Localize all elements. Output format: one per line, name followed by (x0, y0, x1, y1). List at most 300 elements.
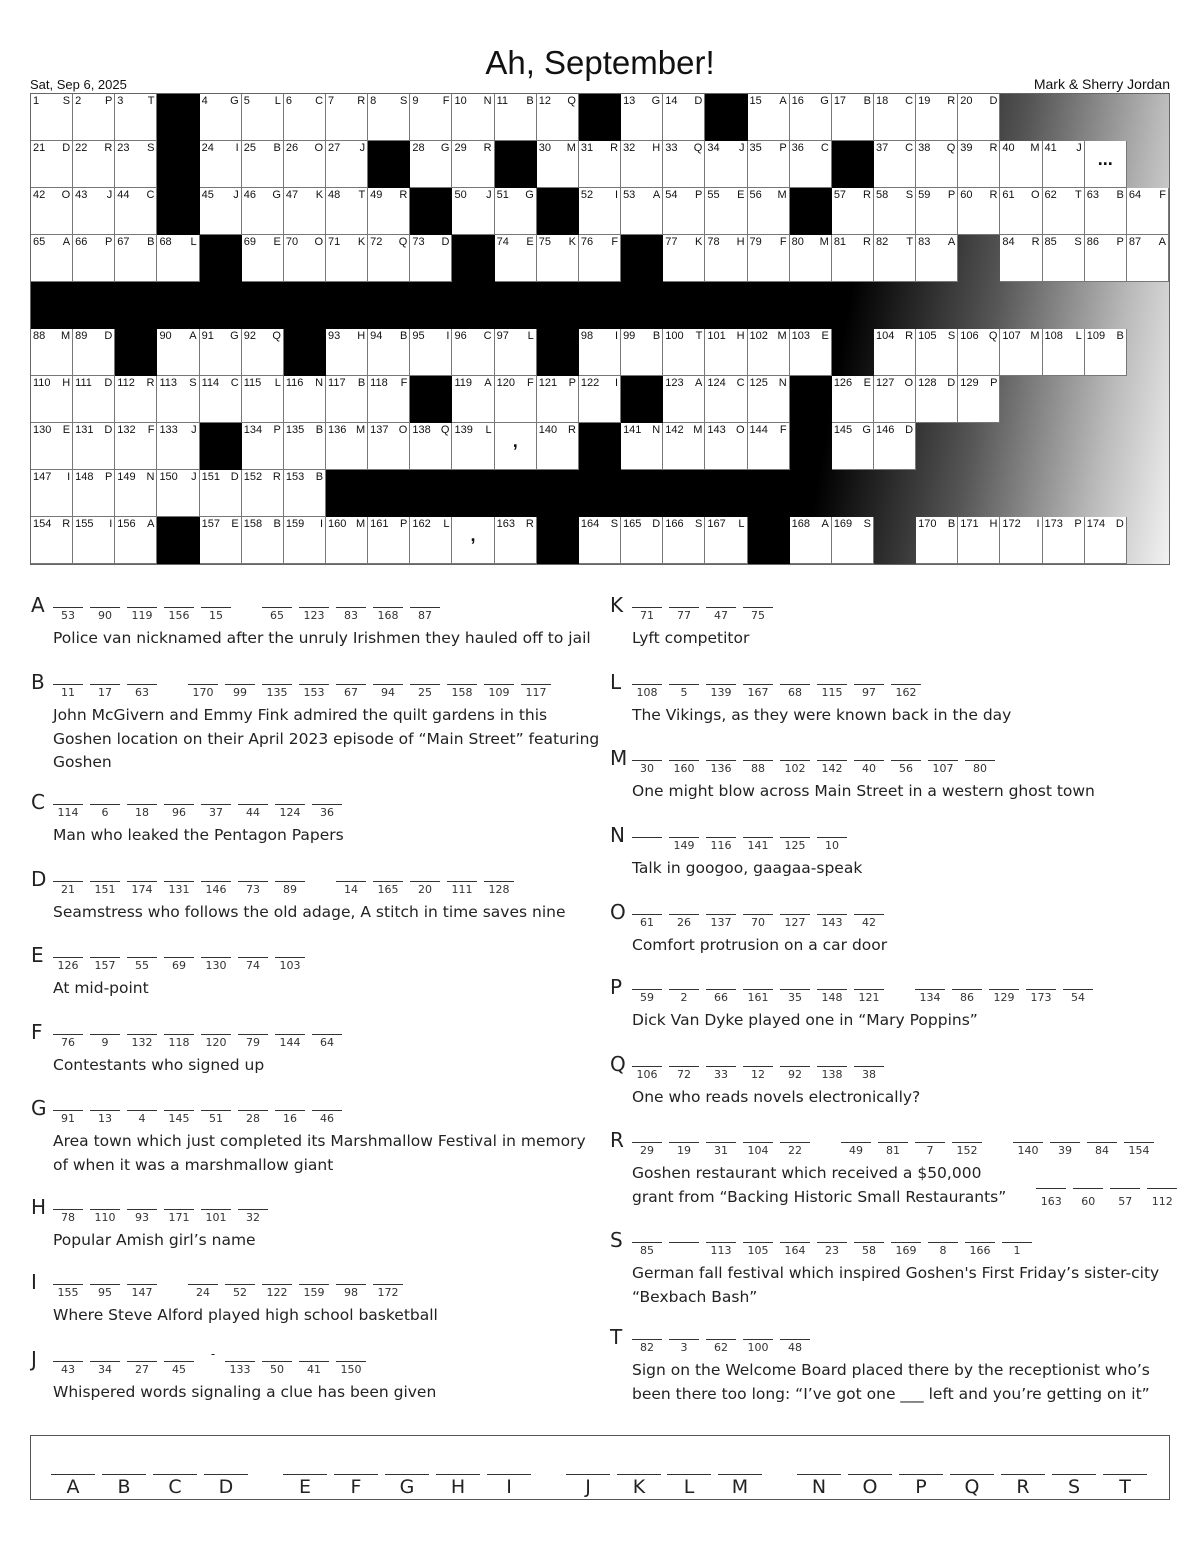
answer-blank[interactable]: 34 (90, 1361, 120, 1377)
answer-slot-k[interactable]: K (617, 1474, 661, 1498)
grid-cell[interactable] (242, 517, 284, 564)
answer-blank[interactable]: 25 (410, 684, 440, 700)
grid-cell[interactable] (748, 376, 790, 423)
grid-cell[interactable] (73, 235, 115, 282)
grid-cell[interactable] (368, 517, 410, 564)
answer-blank[interactable]: 169 (891, 1242, 921, 1258)
grid-cell[interactable] (115, 235, 157, 282)
answer-blank[interactable]: 150 (336, 1361, 366, 1377)
grid-cell[interactable] (663, 329, 705, 376)
grid-cell[interactable] (73, 94, 115, 141)
grid-cell[interactable] (705, 188, 747, 235)
grid-cell[interactable] (31, 188, 73, 235)
answer-blank[interactable]: 85 (632, 1242, 662, 1258)
answer-blank[interactable]: 6 (90, 804, 120, 820)
answer-blank[interactable]: 147 (127, 1284, 157, 1300)
answer-slot-p[interactable]: P (899, 1474, 943, 1498)
answer-blank[interactable]: 39 (1050, 1142, 1080, 1158)
answer-blank[interactable]: 121 (854, 989, 884, 1005)
grid-cell[interactable] (958, 517, 1000, 564)
answer-blank[interactable]: 91 (53, 1110, 83, 1126)
answer-slot-s[interactable]: S (1052, 1474, 1096, 1498)
answer-blank[interactable]: 86 (952, 989, 982, 1005)
grid-cell[interactable] (621, 94, 663, 141)
answer-blank[interactable]: 90 (90, 607, 120, 623)
answer-blank[interactable]: 152 (952, 1142, 982, 1158)
grid-cell[interactable] (495, 94, 537, 141)
answer-blank[interactable]: 88 (743, 760, 773, 776)
grid-cell[interactable] (1000, 141, 1042, 188)
grid-cell[interactable] (663, 141, 705, 188)
grid-cell[interactable] (663, 188, 705, 235)
grid-cell[interactable] (537, 141, 579, 188)
grid-cell[interactable] (73, 470, 115, 517)
answer-blank[interactable]: 127 (780, 914, 810, 930)
answer-blank[interactable]: 115 (817, 684, 847, 700)
grid-cell[interactable] (200, 470, 242, 517)
answer-slot-g[interactable]: G (385, 1474, 429, 1498)
answer-blank[interactable]: 70 (743, 914, 773, 930)
answer-blank[interactable]: 62 (706, 1339, 736, 1355)
grid-cell[interactable] (748, 423, 790, 470)
grid-cell[interactable] (452, 94, 494, 141)
grid-cell[interactable] (200, 329, 242, 376)
answer-blank[interactable]: 167 (743, 684, 773, 700)
answer-blank[interactable]: 28 (238, 1110, 268, 1126)
answer-blank[interactable]: 31 (706, 1142, 736, 1158)
answer-blank[interactable]: 159 (299, 1284, 329, 1300)
grid-cell[interactable] (748, 141, 790, 188)
grid-cell[interactable] (832, 235, 874, 282)
grid-cell[interactable] (958, 141, 1000, 188)
grid-cell[interactable] (663, 423, 705, 470)
grid-cell[interactable] (452, 423, 494, 470)
grid-cell[interactable] (410, 141, 452, 188)
answer-blank[interactable]: 82 (632, 1339, 662, 1355)
grid-cell[interactable] (621, 329, 663, 376)
grid-cell[interactable] (748, 329, 790, 376)
grid-cell[interactable] (242, 376, 284, 423)
answer-slot-a[interactable]: A (51, 1474, 95, 1498)
answer-blank[interactable]: 9 (90, 1034, 120, 1050)
answer-blank[interactable]: 75 (743, 607, 773, 623)
answer-blank[interactable]: 32 (238, 1209, 268, 1225)
answer-blank[interactable]: 130 (201, 957, 231, 973)
grid-cell[interactable] (874, 329, 916, 376)
answer-slot-q[interactable]: Q (950, 1474, 994, 1498)
answer-blank[interactable]: 107 (928, 760, 958, 776)
grid-cell[interactable] (452, 376, 494, 423)
grid-cell[interactable] (1043, 329, 1085, 376)
answer-blank[interactable]: 139 (706, 684, 736, 700)
grid-cell[interactable] (452, 141, 494, 188)
answer-blank[interactable]: 163 (1036, 1188, 1066, 1204)
grid-cell[interactable] (326, 188, 368, 235)
grid-cell[interactable] (157, 470, 199, 517)
grid-cell[interactable] (410, 94, 452, 141)
answer-blank[interactable]: 58 (854, 1242, 884, 1258)
answer-blank[interactable]: 170 (188, 684, 218, 700)
answer-blank[interactable]: 101 (201, 1209, 231, 1225)
grid-cell[interactable] (200, 188, 242, 235)
grid-cell[interactable] (663, 376, 705, 423)
answer-blank[interactable]: 23 (817, 1242, 847, 1258)
answer-blank[interactable]: 52 (225, 1284, 255, 1300)
answer-blank[interactable] (669, 1242, 699, 1258)
grid-cell[interactable] (621, 423, 663, 470)
answer-blank[interactable]: 160 (669, 760, 699, 776)
grid-cell[interactable] (1085, 188, 1127, 235)
answer-blank[interactable]: 102 (780, 760, 810, 776)
answer-blank[interactable]: 109 (484, 684, 514, 700)
grid-cell[interactable] (326, 141, 368, 188)
grid-cell[interactable] (748, 94, 790, 141)
grid-cell[interactable] (1043, 188, 1085, 235)
grid-cell[interactable] (495, 329, 537, 376)
grid-cell[interactable] (284, 376, 326, 423)
grid-cell[interactable] (748, 235, 790, 282)
answer-blank[interactable]: 99 (225, 684, 255, 700)
answer-blank[interactable]: 166 (965, 1242, 995, 1258)
answer-slot-i[interactable]: I (487, 1474, 531, 1498)
answer-blank[interactable]: 1 (1002, 1242, 1032, 1258)
grid-cell[interactable] (705, 517, 747, 564)
grid-cell[interactable] (115, 423, 157, 470)
answer-blank[interactable]: 118 (164, 1034, 194, 1050)
grid-cell[interactable] (790, 329, 832, 376)
answer-blank[interactable]: 172 (373, 1284, 403, 1300)
answer-blank[interactable]: 133 (225, 1361, 255, 1377)
grid-cell[interactable] (115, 517, 157, 564)
grid-cell[interactable] (200, 94, 242, 141)
answer-blank[interactable]: 158 (447, 684, 477, 700)
grid-cell[interactable] (73, 141, 115, 188)
answer-slot-m[interactable]: M (718, 1474, 762, 1498)
grid-cell[interactable] (1043, 235, 1085, 282)
answer-blank[interactable]: 53 (53, 607, 83, 623)
answer-blank[interactable]: 10 (817, 837, 847, 853)
grid-cell[interactable] (200, 376, 242, 423)
answer-blank[interactable]: 84 (1087, 1142, 1117, 1158)
answer-blank[interactable]: 65 (262, 607, 292, 623)
answer-blank[interactable]: 123 (299, 607, 329, 623)
answer-blank[interactable]: 77 (669, 607, 699, 623)
grid-cell[interactable] (368, 188, 410, 235)
answer-blank[interactable]: 125 (780, 837, 810, 853)
grid-cell[interactable] (284, 188, 326, 235)
grid-cell[interactable] (705, 376, 747, 423)
answer-blank[interactable]: 7 (915, 1142, 945, 1158)
grid-cell[interactable] (579, 235, 621, 282)
answer-blank[interactable]: 131 (164, 881, 194, 897)
answer-blank[interactable]: 92 (780, 1066, 810, 1082)
answer-blank[interactable]: 156 (164, 607, 194, 623)
grid-cell[interactable] (115, 376, 157, 423)
answer-blank[interactable]: 16 (275, 1110, 305, 1126)
answer-slot-t[interactable]: T (1103, 1474, 1147, 1498)
answer-blank[interactable]: 48 (780, 1339, 810, 1355)
answer-blank[interactable]: 114 (53, 804, 83, 820)
grid-cell[interactable] (200, 141, 242, 188)
answer-slot-b[interactable]: B (102, 1474, 146, 1498)
answer-blank[interactable]: 5 (669, 684, 699, 700)
answer-blank[interactable]: 36 (312, 804, 342, 820)
answer-blank[interactable]: 67 (336, 684, 366, 700)
answer-slot-o[interactable]: O (848, 1474, 892, 1498)
grid-cell[interactable] (537, 94, 579, 141)
answer-blank[interactable]: 4 (127, 1110, 157, 1126)
grid-cell[interactable] (157, 329, 199, 376)
grid-cell[interactable] (663, 517, 705, 564)
grid-cell[interactable] (31, 376, 73, 423)
answer-blank[interactable]: 95 (90, 1284, 120, 1300)
grid-cell[interactable] (537, 235, 579, 282)
grid-cell[interactable] (115, 141, 157, 188)
answer-blank[interactable]: 106 (632, 1066, 662, 1082)
answer-blank[interactable]: 165 (373, 881, 403, 897)
answer-blank[interactable]: 144 (275, 1034, 305, 1050)
answer-slot-d[interactable]: D (204, 1474, 248, 1498)
grid-cell[interactable] (368, 329, 410, 376)
answer-blank[interactable]: 164 (780, 1242, 810, 1258)
grid-cell[interactable] (410, 517, 452, 564)
answer-blank[interactable]: 24 (188, 1284, 218, 1300)
answer-blank[interactable]: 71 (632, 607, 662, 623)
grid-cell[interactable] (663, 94, 705, 141)
grid-cell[interactable] (31, 423, 73, 470)
answer-blank[interactable]: 12 (743, 1066, 773, 1082)
answer-blank[interactable]: 57 (1110, 1188, 1140, 1204)
answer-blank[interactable]: 128 (484, 881, 514, 897)
answer-blank[interactable]: 80 (965, 760, 995, 776)
answer-blank[interactable]: 168 (373, 607, 403, 623)
answer-blank[interactable]: 162 (891, 684, 921, 700)
grid-cell[interactable] (452, 188, 494, 235)
grid-cell[interactable] (916, 329, 958, 376)
grid-cell[interactable] (832, 376, 874, 423)
answer-blank[interactable]: 35 (780, 989, 810, 1005)
grid-cell[interactable] (579, 517, 621, 564)
answer-blank[interactable]: 141 (743, 837, 773, 853)
answer-blank[interactable]: 134 (915, 989, 945, 1005)
answer-blank[interactable]: 30 (632, 760, 662, 776)
answer-blank[interactable]: 2 (669, 989, 699, 1005)
answer-blank[interactable]: 79 (238, 1034, 268, 1050)
answer-blank[interactable]: 50 (262, 1361, 292, 1377)
answer-blank[interactable]: 22 (780, 1142, 810, 1158)
grid-cell[interactable] (452, 517, 494, 564)
answer-blank[interactable]: 136 (706, 760, 736, 776)
answer-blank[interactable]: 112 (1147, 1188, 1177, 1204)
grid-cell[interactable] (916, 94, 958, 141)
answer-blank[interactable]: 142 (817, 760, 847, 776)
grid-cell[interactable] (31, 517, 73, 564)
answer-blank[interactable]: 66 (706, 989, 736, 1005)
answer-slot-n[interactable]: N (797, 1474, 841, 1498)
answer-blank[interactable]: 43 (53, 1361, 83, 1377)
answer-blank[interactable]: 104 (743, 1142, 773, 1158)
grid-cell[interactable] (874, 423, 916, 470)
answer-blank[interactable]: 56 (891, 760, 921, 776)
grid-cell[interactable] (790, 94, 832, 141)
grid-cell[interactable] (705, 329, 747, 376)
grid-cell[interactable] (495, 376, 537, 423)
grid-cell[interactable] (916, 235, 958, 282)
grid-cell[interactable] (495, 188, 537, 235)
grid-cell[interactable] (874, 235, 916, 282)
answer-blank[interactable]: 87 (410, 607, 440, 623)
answer-blank[interactable]: 29 (632, 1142, 662, 1158)
grid-cell[interactable] (284, 470, 326, 517)
answer-blank[interactable]: 40 (854, 760, 884, 776)
answer-blank[interactable]: 21 (53, 881, 83, 897)
grid-cell[interactable] (31, 470, 73, 517)
answer-blank[interactable]: 122 (262, 1284, 292, 1300)
grid-cell[interactable] (242, 141, 284, 188)
answer-blank[interactable]: 154 (1124, 1142, 1154, 1158)
answer-blank[interactable]: 55 (127, 957, 157, 973)
answer-blank[interactable]: 81 (878, 1142, 908, 1158)
grid-cell[interactable] (832, 188, 874, 235)
grid-cell[interactable] (916, 517, 958, 564)
grid-cell[interactable] (1085, 235, 1127, 282)
grid-cell[interactable] (579, 329, 621, 376)
answer-blank[interactable]: 174 (127, 881, 157, 897)
answer-blank[interactable]: 8 (928, 1242, 958, 1258)
grid-cell[interactable] (200, 517, 242, 564)
grid-cell[interactable] (31, 141, 73, 188)
answer-blank[interactable]: 119 (127, 607, 157, 623)
grid-cell[interactable] (242, 423, 284, 470)
answer-slot-l[interactable]: L (667, 1474, 711, 1498)
grid-cell[interactable] (31, 94, 73, 141)
grid-cell[interactable] (242, 235, 284, 282)
grid-cell[interactable] (579, 141, 621, 188)
grid-cell[interactable] (705, 423, 747, 470)
answer-blank[interactable] (632, 837, 662, 853)
answer-blank[interactable]: 161 (743, 989, 773, 1005)
grid-cell[interactable] (1127, 188, 1169, 235)
answer-blank[interactable]: 135 (262, 684, 292, 700)
grid-cell[interactable] (73, 517, 115, 564)
grid-cell[interactable] (115, 188, 157, 235)
answer-blank[interactable]: 15 (201, 607, 231, 623)
answer-blank[interactable]: 97 (854, 684, 884, 700)
answer-blank[interactable]: 61 (632, 914, 662, 930)
grid-cell[interactable] (958, 376, 1000, 423)
answer-blank[interactable]: 45 (164, 1361, 194, 1377)
grid-cell[interactable] (157, 376, 199, 423)
answer-blank[interactable]: 33 (706, 1066, 736, 1082)
grid-cell[interactable] (73, 423, 115, 470)
grid-cell[interactable] (242, 470, 284, 517)
answer-blank[interactable]: 51 (201, 1110, 231, 1126)
grid-cell[interactable] (242, 188, 284, 235)
grid-cell[interactable] (537, 376, 579, 423)
grid-cell[interactable] (916, 141, 958, 188)
grid-cell[interactable] (410, 235, 452, 282)
answer-blank[interactable]: 138 (817, 1066, 847, 1082)
answer-blank[interactable]: 3 (669, 1339, 699, 1355)
grid-cell[interactable] (832, 423, 874, 470)
answer-blank[interactable]: 94 (373, 684, 403, 700)
answer-blank[interactable]: 26 (669, 914, 699, 930)
grid-cell[interactable] (1000, 188, 1042, 235)
answer-blank[interactable]: 148 (817, 989, 847, 1005)
grid-cell[interactable] (284, 141, 326, 188)
answer-blank[interactable]: 18 (127, 804, 157, 820)
grid-cell[interactable] (579, 188, 621, 235)
answer-slot-c[interactable]: C (153, 1474, 197, 1498)
grid-cell[interactable] (579, 376, 621, 423)
answer-blank[interactable]: 96 (164, 804, 194, 820)
grid-cell[interactable] (326, 235, 368, 282)
answer-slot-j[interactable]: J (566, 1474, 610, 1498)
answer-blank[interactable]: 20 (410, 881, 440, 897)
grid-cell[interactable] (284, 423, 326, 470)
answer-blank[interactable]: 49 (841, 1142, 871, 1158)
grid-cell[interactable] (874, 94, 916, 141)
answer-blank[interactable]: 37 (201, 804, 231, 820)
answer-blank[interactable]: 111 (447, 881, 477, 897)
answer-slot-r[interactable]: R (1001, 1474, 1045, 1498)
grid-cell[interactable] (705, 235, 747, 282)
grid-cell[interactable] (874, 188, 916, 235)
grid-cell[interactable] (495, 517, 537, 564)
answer-blank[interactable]: 13 (90, 1110, 120, 1126)
answer-blank[interactable]: 17 (90, 684, 120, 700)
grid-cell[interactable] (1085, 329, 1127, 376)
grid-cell[interactable] (1000, 329, 1042, 376)
answer-blank[interactable]: 11 (53, 684, 83, 700)
answer-blank[interactable]: 157 (90, 957, 120, 973)
answer-blank[interactable]: 19 (669, 1142, 699, 1158)
answer-blank[interactable]: 126 (53, 957, 83, 973)
answer-blank[interactable]: 69 (164, 957, 194, 973)
answer-blank[interactable]: 120 (201, 1034, 231, 1050)
answer-blank[interactable]: 105 (743, 1242, 773, 1258)
answer-blank[interactable]: 103 (275, 957, 305, 973)
grid-cell[interactable] (115, 470, 157, 517)
grid-cell[interactable] (1043, 517, 1085, 564)
answer-blank[interactable]: 83 (336, 607, 366, 623)
answer-blank[interactable]: 59 (632, 989, 662, 1005)
grid-cell[interactable] (874, 141, 916, 188)
grid-cell[interactable] (73, 188, 115, 235)
grid-cell[interactable] (874, 376, 916, 423)
answer-blank[interactable]: 27 (127, 1361, 157, 1377)
answer-blank[interactable]: 46 (312, 1110, 342, 1126)
grid-cell[interactable] (73, 376, 115, 423)
answer-blank[interactable]: 60 (1073, 1188, 1103, 1204)
grid-cell[interactable] (495, 423, 537, 470)
grid-cell[interactable] (621, 517, 663, 564)
grid-cell[interactable] (958, 94, 1000, 141)
grid-cell[interactable] (958, 329, 1000, 376)
answer-blank[interactable]: 171 (164, 1209, 194, 1225)
grid-cell[interactable] (663, 235, 705, 282)
answer-blank[interactable]: 42 (854, 914, 884, 930)
grid-cell[interactable] (242, 329, 284, 376)
grid-cell[interactable] (1085, 517, 1127, 564)
grid-cell[interactable] (326, 94, 368, 141)
answer-slot-e[interactable]: E (283, 1474, 327, 1498)
answer-blank[interactable]: 41 (299, 1361, 329, 1377)
grid-cell[interactable] (326, 423, 368, 470)
grid-cell[interactable] (790, 141, 832, 188)
answer-blank[interactable]: 140 (1013, 1142, 1043, 1158)
answer-blank[interactable]: 113 (706, 1242, 736, 1258)
